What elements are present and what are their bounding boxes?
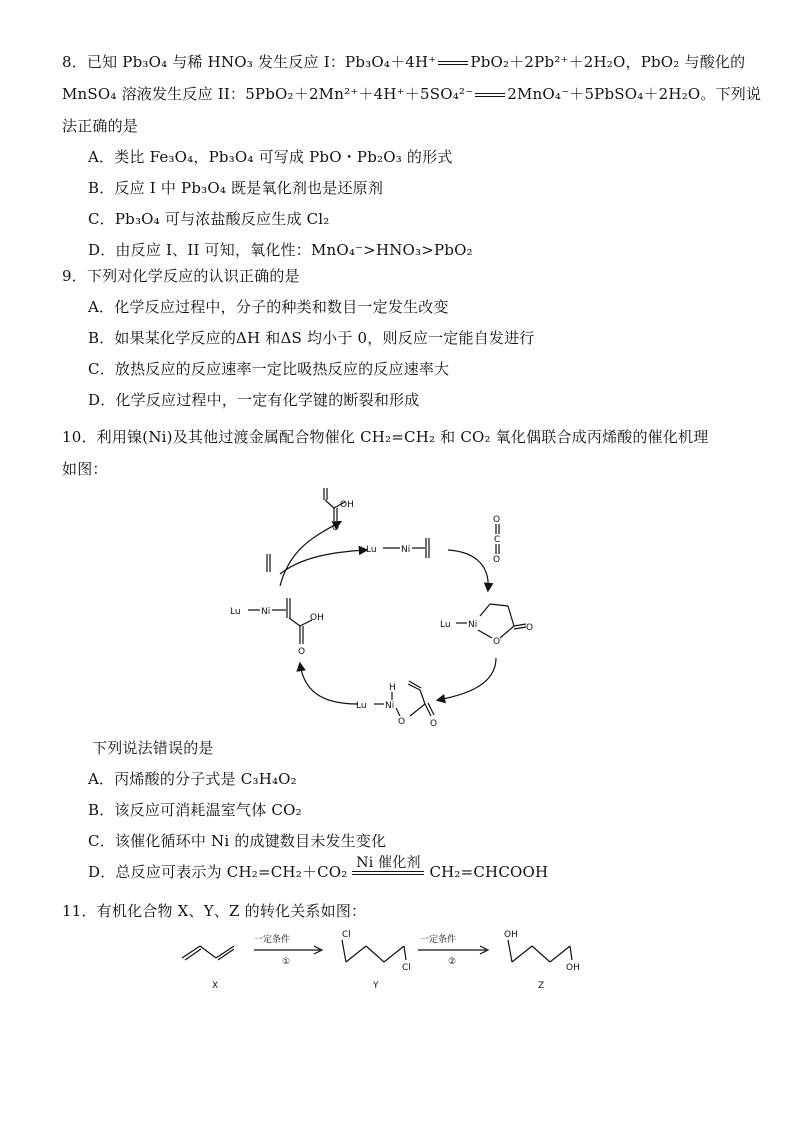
step-label-2: ② bbox=[448, 957, 457, 967]
q11-stem: 11．有机化合物 X、Y、Z 的转化关系如图： bbox=[62, 902, 367, 920]
compound-x-structure bbox=[182, 946, 234, 960]
cl-label: Cl bbox=[402, 963, 411, 973]
q10-option-d-pre: D．总反应可表示为 CH₂=CH₂＋CO₂ bbox=[88, 863, 348, 881]
step-label-1: ① bbox=[282, 957, 291, 967]
o-label: O bbox=[298, 647, 306, 657]
q10-stem-line2: 如图： bbox=[62, 460, 108, 478]
q10-option-b: B．该反应可消耗温室气体 CO₂ bbox=[88, 801, 302, 819]
condition-label-2: 一定条件 bbox=[420, 935, 457, 945]
q8-option-a: A．类比 Fe₃O₄，Pb₃O₄ 可写成 PbO・Pb₂O₃ 的形式 bbox=[88, 148, 453, 166]
q8-option-c: C．Pb₃O₄ 可与浓盐酸反应生成 Cl₂ bbox=[88, 210, 330, 228]
compound-z-structure bbox=[508, 940, 572, 962]
compound-y-structure bbox=[342, 940, 406, 962]
q9-option-b: B．如果某化学反应的ΔH 和ΔS 均小于 0，则反应一定能自发进行 bbox=[88, 329, 535, 347]
q8-line1-pre: 8．已知 Pb₃O₄ 与稀 HNO₃ 发生反应 I：Pb₃O₄＋4H⁺ bbox=[62, 53, 437, 71]
o-label: O bbox=[398, 717, 406, 727]
lu-label: Lu bbox=[440, 620, 451, 630]
o-label: O bbox=[526, 623, 534, 633]
q10-option-d bbox=[88, 855, 549, 883]
carbon-bond bbox=[289, 618, 300, 626]
q10-option-d-post: CH₂=CHCOOH bbox=[429, 863, 549, 881]
o-label: O bbox=[493, 515, 501, 525]
o-label: O bbox=[430, 719, 438, 728]
catalyst-arrow bbox=[352, 855, 424, 875]
lu-label: Lu bbox=[356, 701, 367, 711]
c-label: C bbox=[494, 535, 501, 545]
q8-line2-pre: MnSO₄ 溶液发生反应 II：5PbO₂＋2Mn²⁺＋4H⁺＋5SO₄²⁻ bbox=[62, 85, 474, 103]
oh-label: OH bbox=[310, 613, 324, 623]
q8-line1 bbox=[62, 52, 745, 72]
oh-label: OH bbox=[566, 963, 580, 973]
q8-option-b: B．反应 I 中 Pb₃O₄ 既是氧化剂也是还原剂 bbox=[88, 179, 384, 197]
acrylate-ligand bbox=[408, 681, 434, 716]
q8-line2-post: 2MnO₄⁻＋5PbSO₄＋2H₂O。下列说 bbox=[507, 85, 762, 103]
h-label: H bbox=[389, 683, 396, 693]
nickelalactone-ring bbox=[456, 604, 526, 638]
q8-option-d: D．由反应 I、II 可知，氧化性：MnO₄⁻>HNO₃>PbO₂ bbox=[88, 241, 473, 259]
lu-label: Lu bbox=[230, 607, 241, 617]
ni-label: Ni bbox=[261, 607, 271, 617]
label-z: Z bbox=[538, 981, 545, 991]
q10-option-c: C．该催化循环中 Ni 的成键数目未发生变化 bbox=[88, 832, 387, 850]
q9-stem: 9．下列对化学反应的认识正确的是 bbox=[62, 267, 300, 285]
label-y: Y bbox=[373, 981, 379, 991]
double-line bbox=[352, 871, 424, 875]
equals-sign bbox=[438, 61, 468, 65]
return-arrow bbox=[300, 664, 358, 704]
q11-reaction-scheme bbox=[170, 922, 610, 994]
q9-option-a: A．化学反应过程中，分子的种类和数目一定发生改变 bbox=[88, 298, 449, 316]
ni-label: Ni bbox=[385, 701, 395, 711]
q9-option-c: C．放热反应的反应速率一定比吸热反应的反应速率大 bbox=[88, 360, 450, 378]
o-label: O bbox=[332, 523, 340, 533]
ni-label: Ni bbox=[468, 620, 478, 630]
q9-option-d: D．化学反应过程中，一定有化学键的断裂和形成 bbox=[88, 391, 420, 409]
cl-label: Cl bbox=[342, 930, 351, 940]
q10-option-a: A．丙烯酸的分子式是 C₃H₄O₂ bbox=[88, 770, 297, 788]
o-label: O bbox=[493, 637, 501, 647]
q10-stem-line1: 10．利用镍(Ni)及其他过渡金属配合物催化 CH₂=CH₂ 和 CO₂ 氧化偶联合成丙烯酸的催化机理 bbox=[62, 428, 709, 446]
catalyst-label: Ni 催化剂 bbox=[356, 855, 421, 871]
q8-line1-post: PbO₂＋2Pb²⁺＋2H₂O，PbO₂ 与酸化的 bbox=[470, 53, 746, 71]
ni-o-bond bbox=[396, 708, 400, 716]
ni-label: Ni bbox=[401, 545, 411, 555]
equals-sign bbox=[475, 93, 505, 97]
condition-label-1: 一定条件 bbox=[254, 935, 291, 945]
label-x: X bbox=[212, 981, 219, 991]
q10-sub-stem: 下列说法错误的是 bbox=[92, 739, 214, 757]
co2-in-arrow bbox=[448, 550, 488, 590]
beta-h-arrow bbox=[438, 658, 496, 700]
ethylene-in-arrow bbox=[280, 550, 366, 574]
oh-label: OH bbox=[340, 500, 354, 510]
catalytic-cycle-diagram bbox=[220, 478, 550, 728]
oh-label: OH bbox=[504, 930, 518, 940]
lu-label: Lu bbox=[366, 545, 377, 555]
o-label: O bbox=[493, 555, 501, 565]
q8-line3: 法正确的是 bbox=[62, 117, 139, 135]
q8-line2 bbox=[62, 84, 761, 104]
